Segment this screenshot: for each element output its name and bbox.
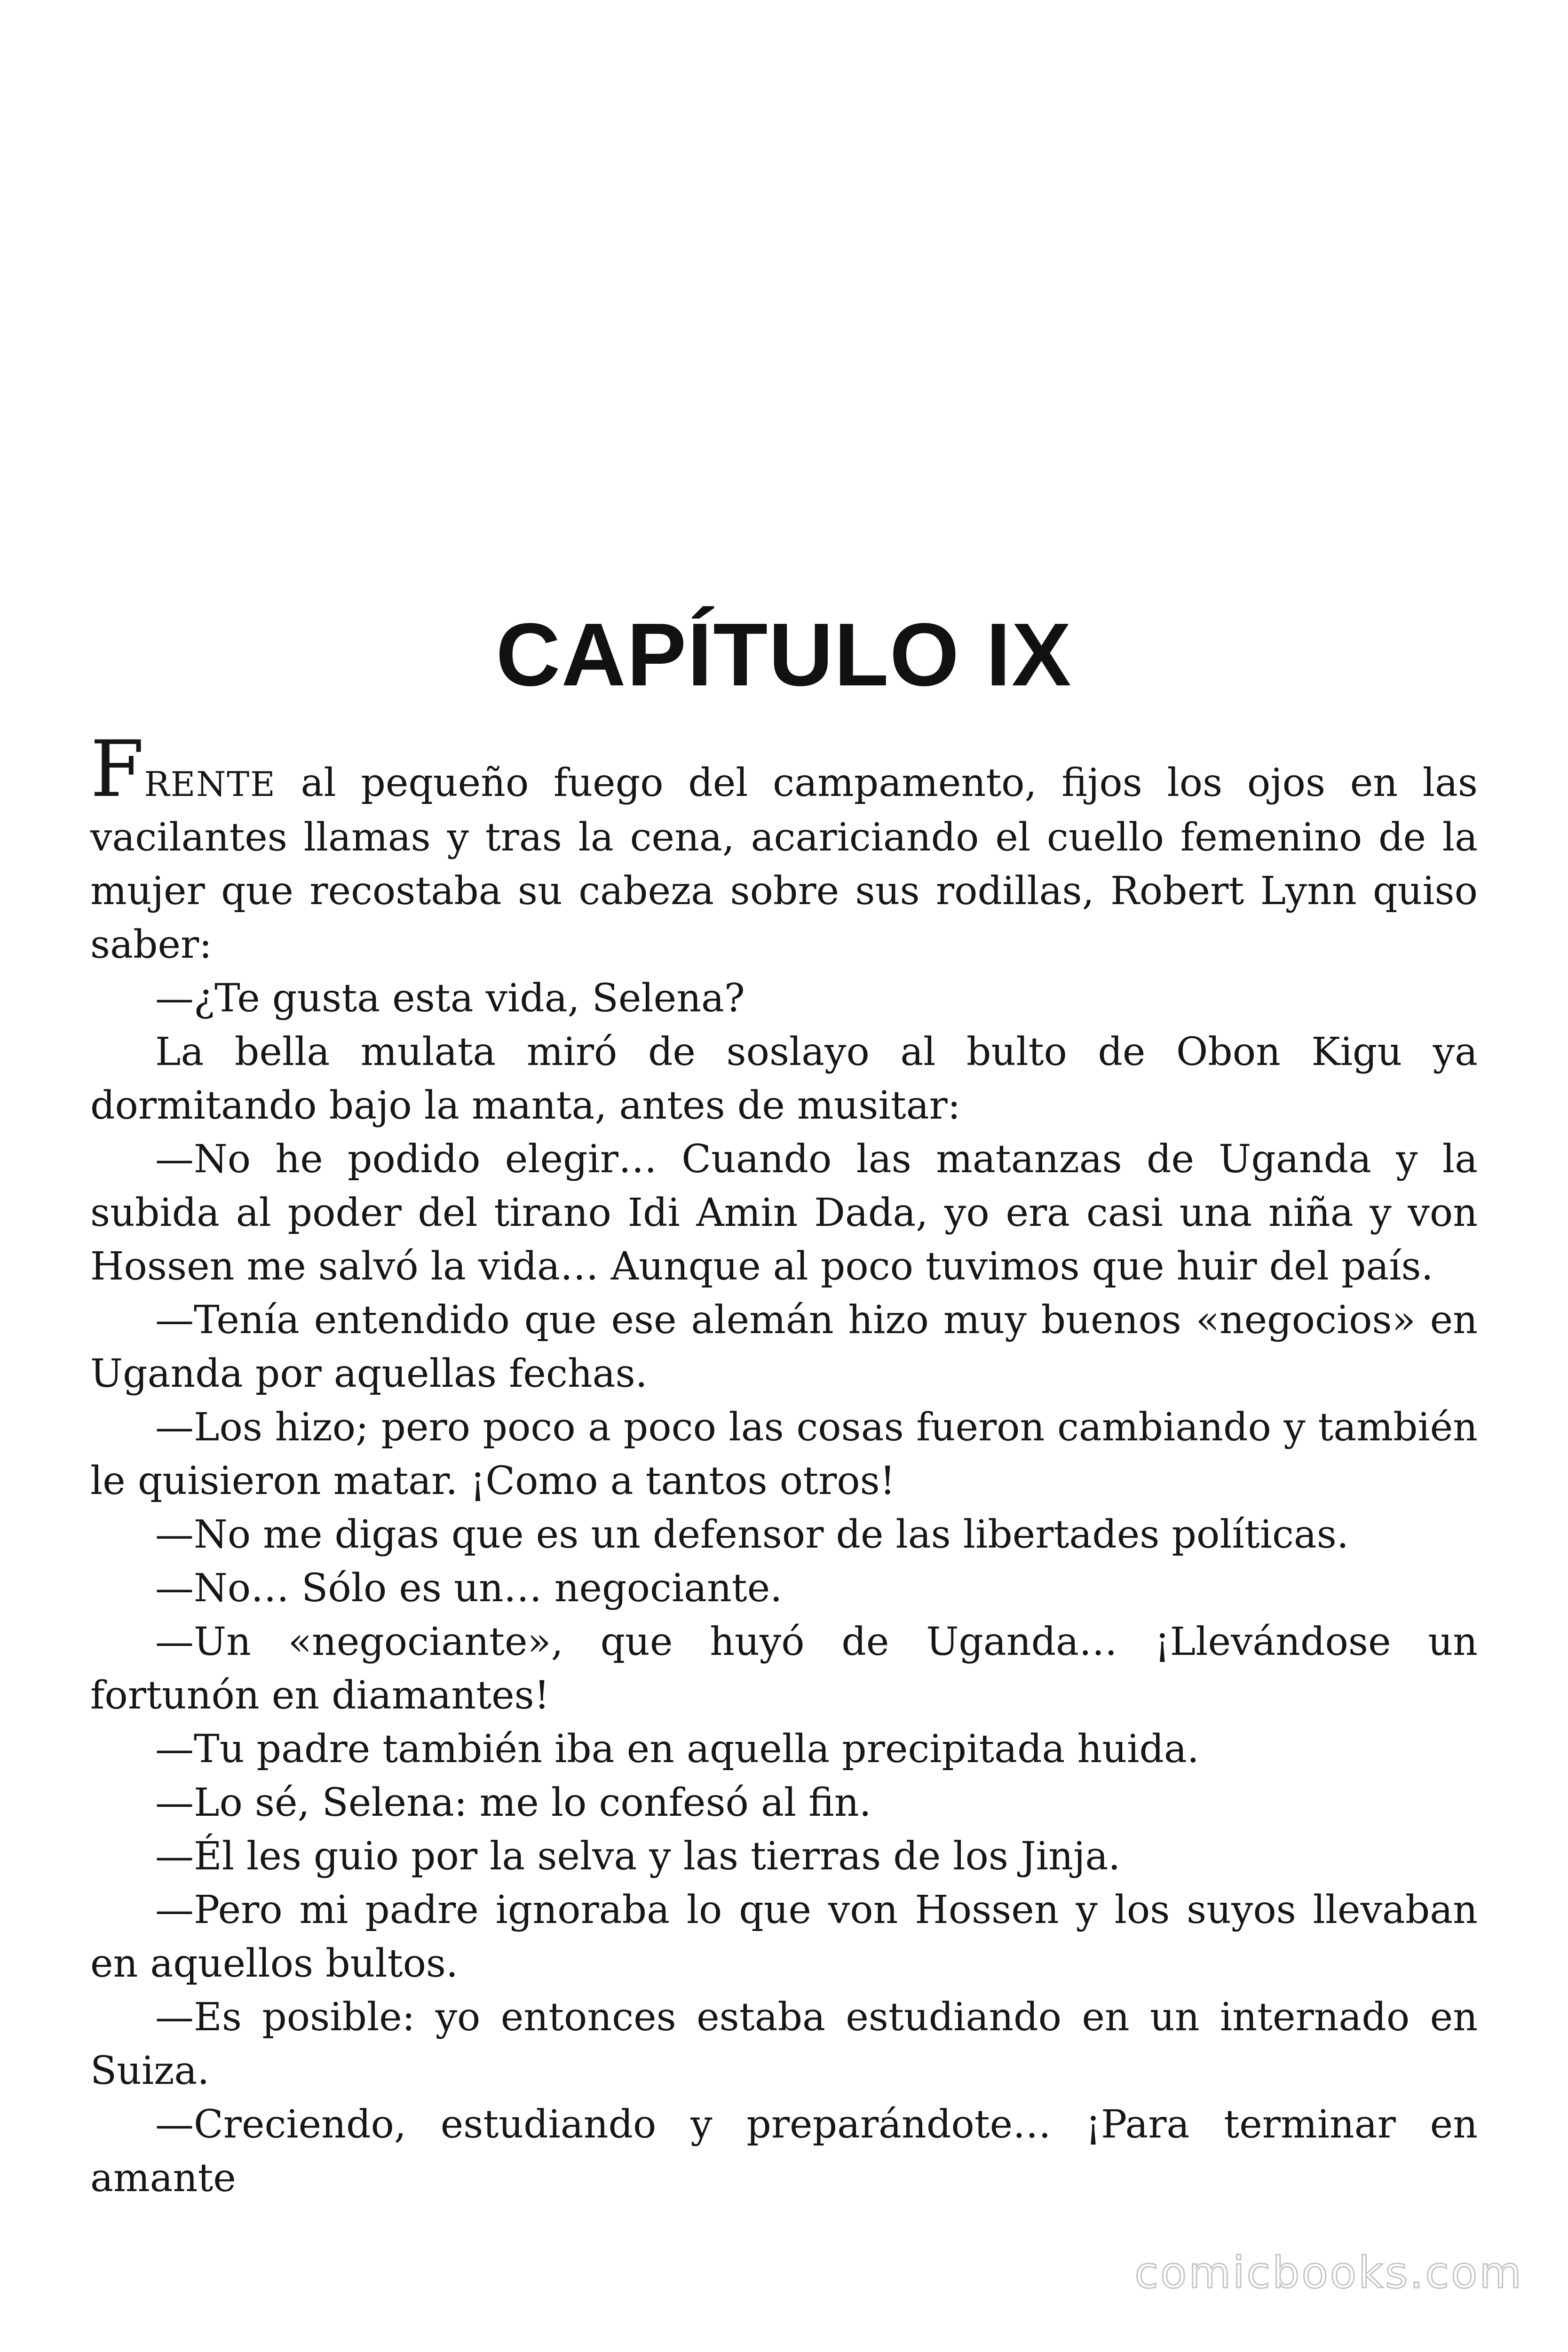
paragraph: —Creciendo, estudiando y preparándote… ¡Para terminar en amante <box>90 2102 1478 2201</box>
paragraph: —Él les guio por la selva y las tierras de los Jinja. <box>155 1834 1121 1879</box>
watermark: comicbooks.com <box>1134 2248 1523 2298</box>
paragraph: —No… Sólo es un… negociante. <box>155 1566 783 1611</box>
paragraph-text: al pequeño fuego del campamento, fijos los ojos en las vacilantes llamas y tras la cena, acariciando el cuello femenino de la mujer que recostaba su cabeza sobre sus rodillas, Robert Lynn quiso saber: <box>90 761 1478 967</box>
paragraph: —No me digas que es un defensor de las libertades políticas. <box>155 1512 1349 1557</box>
paragraph: —Tenía entendido que ese alemán hizo muy buenos «negocios» en Uganda por aquellas fechas. <box>90 1298 1478 1396</box>
paragraph: —Tu padre también iba en aquella precipitada huida. <box>155 1727 1199 1772</box>
chapter-body <box>90 724 1478 2205</box>
paragraph: —Un «negociante», que huyó de Uganda… ¡Llevándose un fortunón en diamantes! <box>90 1620 1478 1718</box>
paragraph: —No he podido elegir… Cuando las matanzas de Uganda y la subida al poder del tirano Idi Amin Dada, yo era casi una niña y von Hossen me salvó la vida… Aunque al poco tuvimos que huir del país. <box>90 1137 1478 1289</box>
paragraph: —Es posible: yo entonces estaba estudiando en un internado en Suiza. <box>90 1995 1478 2093</box>
small-caps-opening: RENTE <box>144 764 276 804</box>
paragraph: —Pero mi padre ignoraba lo que von Hossen y los suyos llevaban en aquellos bultos. <box>90 1888 1478 1986</box>
paragraph: —¿Te gusta esta vida, Selena? <box>155 976 745 1021</box>
paragraph: —Los hizo; pero poco a poco las cosas fueron cambiando y también le quisieron matar. ¡Como a tantos otros! <box>90 1405 1478 1503</box>
paragraph: La bella mulata miró de soslayo al bulto de Obon Kigu ya dormitando bajo la manta, antes de musitar: <box>90 1030 1478 1128</box>
drop-cap: F <box>90 724 144 814</box>
paragraph <box>90 724 1478 972</box>
paragraph: —Lo sé, Selena: me lo confesó al fin. <box>155 1780 871 1825</box>
chapter-title: CAPÍTULO IX <box>496 605 1072 705</box>
